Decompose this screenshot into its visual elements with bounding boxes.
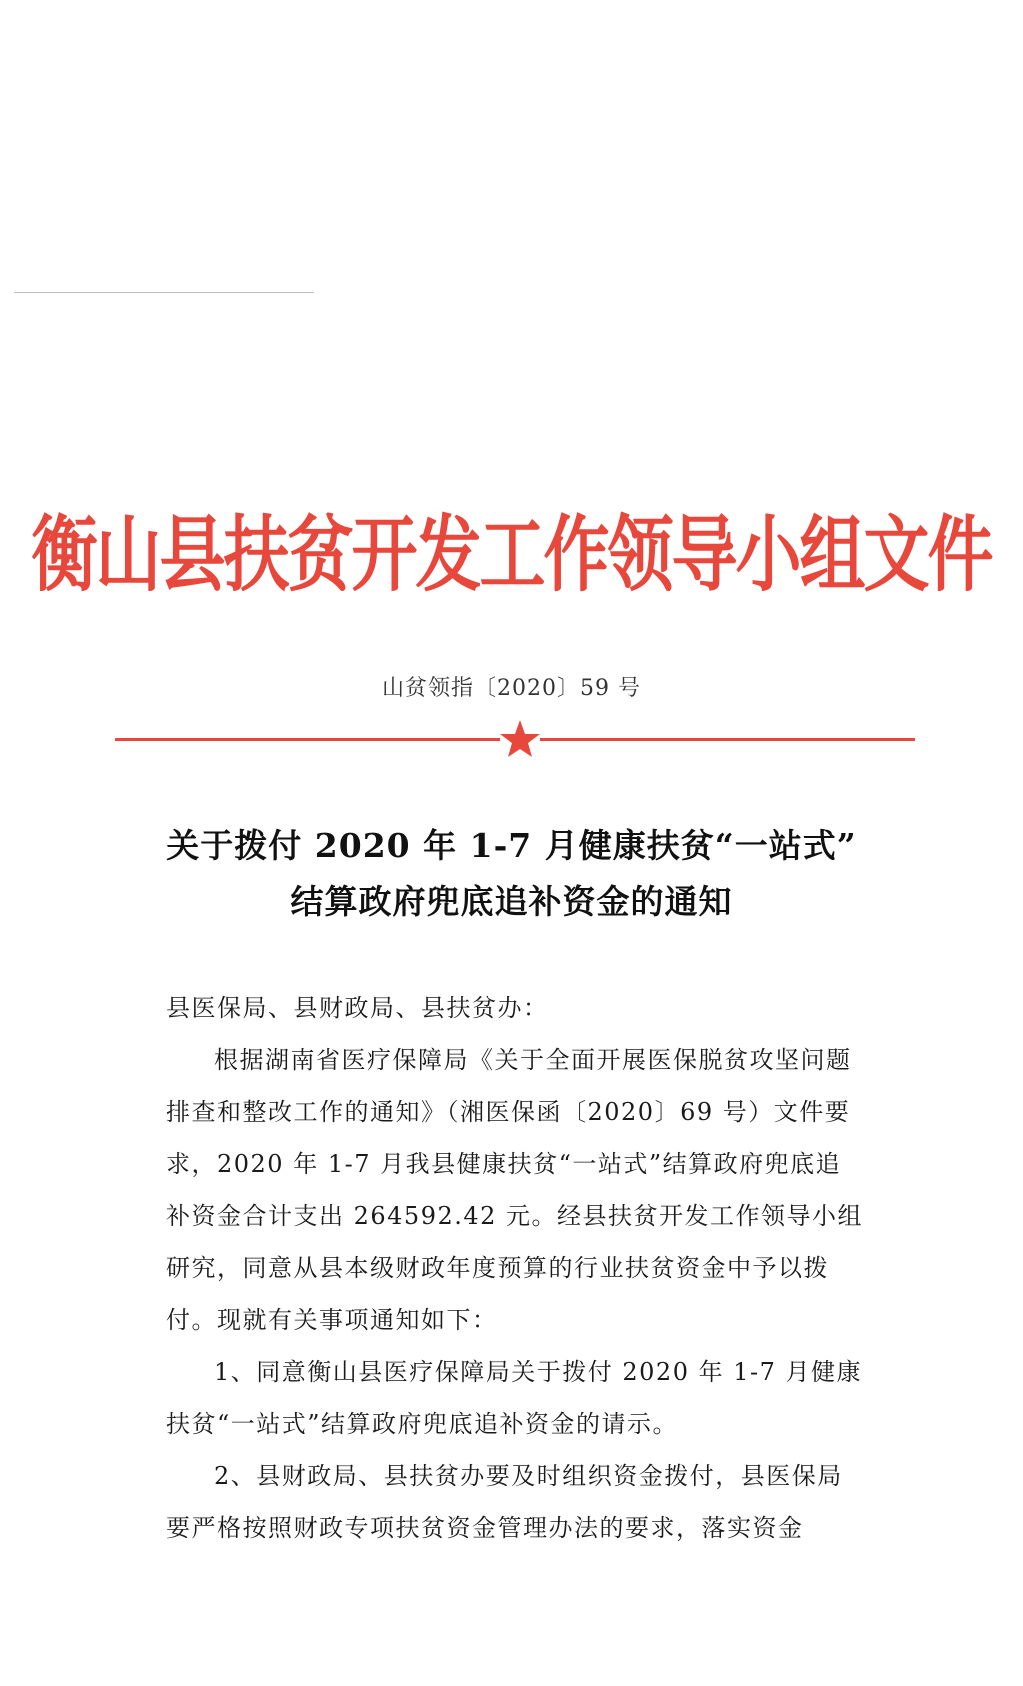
document-number: 山贫领指〔2020〕59 号 (382, 676, 641, 701)
document-body (166, 982, 866, 1554)
red-divider-right (540, 738, 915, 741)
document-masthead: 衡山县扶贫开发工作领导小组文件 (31, 506, 992, 603)
red-star-icon (498, 717, 542, 761)
top-divider (14, 292, 314, 293)
paragraph: 根据湖南省医疗保障局《关于全面开展医保脱贫攻坚问题排查和整改工作的通知》（湘医保函〔2020〕69 号）文件要求，2020 年 1-7 月我县健康扶贫“一站式”结算政府兜底追补资金合计支出 264592.42 元。经县扶贫开发工作领导小组研究，同意从县本级财政年度预算的行业扶贫资金中予以拨付。现就有关事项通知如下： (166, 1046, 864, 1334)
addressee: 县医保局、县财政局、县扶贫办： (166, 994, 549, 1022)
document-title-line-2: 结算政府兜底追补资金的通知 (290, 882, 733, 921)
document-title-line-1: 关于拨付 2020 年 1-7 月健康扶贫“一站式” (166, 826, 857, 865)
red-divider-left (115, 738, 500, 741)
paragraph: 1、同意衡山县医疗保障局关于拨付 2020 年 1-7 月健康扶贫“一站式”结算政府兜底追补资金的请示。 (166, 1358, 863, 1438)
paragraph: 2、县财政局、县扶贫办要及时组织资金拨付，县医保局要严格按照财政专项扶贫资金管理办法的要求，落实资金 (166, 1462, 843, 1542)
